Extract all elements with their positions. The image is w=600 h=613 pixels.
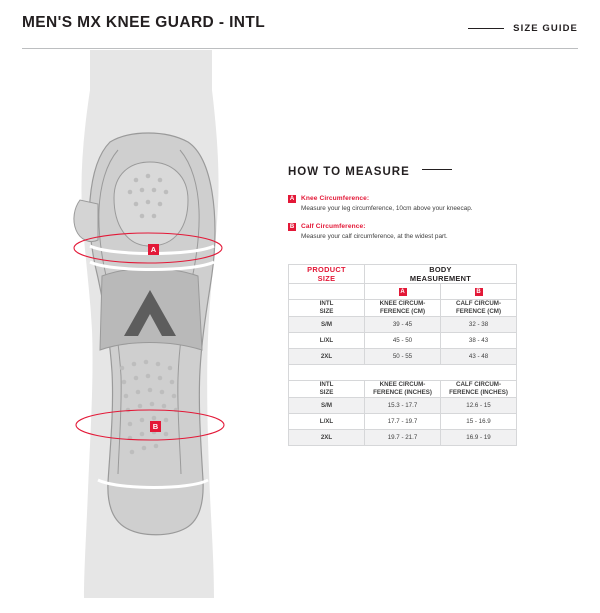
how-to-measure-heading-a: Knee Circumference: (301, 195, 370, 202)
in-header-calf-line1: CALF CIRCUM- (455, 381, 502, 388)
in-row-1-knee: 17.7 - 19.7 (365, 414, 441, 430)
header-subtitle: SIZE GUIDE (513, 23, 578, 34)
marker-a-square: A (400, 288, 405, 295)
how-to-measure-section (288, 162, 580, 250)
marker-b-cell (441, 284, 517, 300)
in-header-knee-line1: KNEE CIRCUM- (379, 381, 426, 388)
body-measurement-line1: BODY (429, 265, 452, 274)
table-row (289, 317, 517, 333)
table-row (289, 398, 517, 414)
cm-header-knee-line1: KNEE CIRCUM- (379, 300, 426, 307)
product-size-line1: PRODUCT (307, 265, 346, 274)
cm-header-knee-line2: FERENCE (CM) (379, 308, 426, 315)
in-row-1-size: L/XL (289, 414, 365, 430)
cm-header-knee (365, 300, 441, 317)
in-row-1-calf: 15 - 16.9 (441, 414, 517, 430)
how-to-measure-item-b (288, 222, 580, 241)
body-measurement-group-label (365, 265, 517, 284)
cm-row-0-knee: 39 - 45 (365, 317, 441, 333)
page-header (22, 14, 578, 49)
in-row-0-size: S/M (289, 398, 365, 414)
table-row (289, 414, 517, 430)
how-to-measure-title-row (288, 162, 580, 180)
marker-row-empty (289, 284, 365, 300)
cm-row-2-size: 2XL (289, 349, 365, 365)
cm-header-row (289, 300, 517, 317)
cm-row-0-size: S/M (289, 317, 365, 333)
how-to-measure-heading-b: Calf Circumference: (301, 223, 366, 230)
how-to-measure-text-b: Measure your calf circumference, at the widest part. (301, 233, 448, 240)
cm-row-1-size: L/XL (289, 333, 365, 349)
cm-row-2-calf: 43 - 48 (441, 349, 517, 365)
in-header-size-line2: SIZE (319, 389, 334, 396)
marker-b-label: B (152, 422, 159, 431)
cm-header-size-line1: INTL (319, 300, 334, 307)
in-header-calf (441, 381, 517, 398)
marker-a-badge: A (289, 196, 295, 202)
table-spacer-row (289, 365, 517, 381)
marker-a-cell (365, 284, 441, 300)
product-size-line2: SIZE (317, 274, 336, 283)
in-row-2-calf: 16.9 - 19 (441, 430, 517, 446)
table-row (289, 430, 517, 446)
cm-header-calf (441, 300, 517, 317)
cm-row-2-knee: 50 - 55 (365, 349, 441, 365)
marker-b-square: B (476, 288, 481, 295)
how-to-measure-title-rule (422, 169, 452, 170)
cm-header-size-line2: SIZE (319, 308, 334, 315)
marker-b-badge: B (289, 224, 295, 230)
body-measurement-line2: MEASUREMENT (409, 274, 472, 283)
table-row (289, 333, 517, 349)
cm-header-size (289, 300, 365, 317)
how-to-measure-item-a (288, 194, 580, 213)
cm-header-calf-line2: FERENCE (CM) (455, 308, 502, 315)
size-table (288, 264, 517, 446)
in-header-size-line1: INTL (319, 381, 334, 388)
in-row-0-calf: 12.6 - 15 (441, 398, 517, 414)
header-divider (468, 28, 504, 29)
in-row-2-size: 2XL (289, 430, 365, 446)
page-title: MEN'S MX KNEE GUARD - INTL (22, 14, 266, 31)
marker-a-label: A (150, 245, 157, 254)
product-size-group-label (289, 265, 365, 284)
in-header-size (289, 381, 365, 398)
table-spacer-cell (289, 365, 517, 381)
cm-header-calf-line1: CALF CIRCUM- (455, 300, 502, 307)
in-header-calf-line2: FERENCE (INCHES) (449, 389, 508, 396)
cm-row-1-calf: 38 - 43 (441, 333, 517, 349)
table-row (289, 349, 517, 365)
table-group-header-row (289, 265, 517, 284)
cm-row-1-knee: 45 - 50 (365, 333, 441, 349)
how-to-measure-text-a: Measure your leg circumference, 10cm above your kneecap. (301, 205, 473, 212)
how-to-measure-title: HOW TO MEASURE (288, 166, 410, 178)
in-row-2-knee: 19.7 - 21.7 (365, 430, 441, 446)
inches-header-row (289, 381, 517, 398)
leg-diagram-svg (18, 50, 274, 598)
size-table-wrapper (288, 264, 516, 446)
in-row-0-knee: 15.3 - 17.7 (365, 398, 441, 414)
in-header-knee-line2: FERENCE (INCHES) (373, 389, 432, 396)
knee-guard-illustration (18, 50, 274, 598)
in-header-knee (365, 381, 441, 398)
table-marker-row (289, 284, 517, 300)
how-to-measure-list (288, 194, 580, 241)
cm-row-0-calf: 32 - 38 (441, 317, 517, 333)
header-right (468, 23, 578, 34)
